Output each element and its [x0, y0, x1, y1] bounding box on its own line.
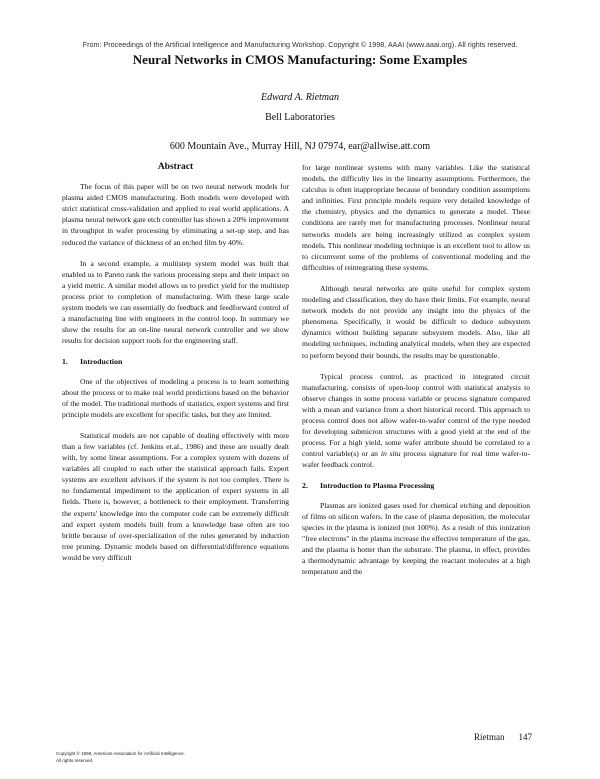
- proceedings-header-note: From: Proceedings of the Artificial Intelligence and Manufacturing Workshop. Copyright © 1998, AAAI (www.aaai.org). All rights reserved.: [82, 40, 518, 49]
- footer-copyright: [56, 750, 185, 764]
- section-2-title: Introduction to Plasma Processing: [320, 481, 435, 491]
- section-1-number: 1.: [62, 357, 68, 367]
- author-address: 600 Mountain Ave., Murray Hill, NJ 07974, ear@allwise.att.com: [169, 141, 431, 152]
- right-column: [302, 162, 530, 587]
- section-2-number: 2.: [302, 481, 308, 491]
- in-situ-italic: in situ: [380, 449, 401, 459]
- footer-copyright-line: Copyright © 1998, American Association for Artificial Intelligence.: [56, 751, 185, 756]
- left-column: [62, 162, 289, 573]
- footer-rights-line: All rights reserved.: [56, 758, 94, 763]
- page-number: 147: [518, 732, 532, 742]
- right-paragraph-3-start: Typical process control, as practiced in integrated circuit manufacturing, consists of open-loop control with statistical analysis to observe changes in some process variable or process signature compared with a mean and variance from a short historical record. This approach to process control does not allow wafer-to-wafer control of the type needed for developing submicron structures with a good yield at the end of the process. For a high yield, some wafer attribute should be correlated to a control variable(s) or an: [302, 371, 530, 459]
- right-paragraph-1: for large nonlinear systems with many variables. Like the statistical models, the difficulty lies in the linearity assumptions. Furthermore, the calculus is often inappropriate because of boundary condition assumptions and infinities. First principle models require very detailed knowledge of the chemistry, physics and the dynamics to generate a model. These conditions are rarely met for manufacturing processes. Nonlinear neural networks models are being increasingly utilized as complex system models. This nonlinear modeling technique is an excellent tool to allow us to circumvent some of the problems of conventional modeling and the difficulties of reintegrating these systems.: [302, 163, 530, 272]
- abstract-paragraph-1: The focus of this paper will be on two neural network models for plasma aided CMOS manufacturing. Both models were developed with strict statistical cross-validation and applied to real world applications. A plasma neural network gate etch controller has shown a 20% improvement in throughput in wafer processing by eliminating a set-up step, and has reduced the variance of thickness of an etched film by 40%.: [62, 182, 289, 247]
- right-paragraph-3-end: process signature for real time wafer-to-wafer feedback control.: [302, 449, 530, 470]
- abstract-heading: Abstract: [157, 162, 194, 172]
- paper-title: Neural Networks in CMOS Manufacturing: Some Examples: [132, 52, 468, 67]
- plasma-paragraph-1: Plasmas are ionized gases used for chemical etching and deposition of films on silicon wafers. In the case of plasma deposition, the molecular species in the plasma is ionized (not 100%). As a result of this ionization "free electrons" in the plasma increase the effective temperature of the gas, and the plasma is hotter than the substrate. The plasma, in effect, provides a thermodynamic advantage by keeping the reactant molecules at a high temperature and the: [302, 500, 530, 577]
- author-name: Edward A. Rietman: [260, 92, 340, 103]
- author-affiliation: Bell Laboratories: [265, 112, 335, 123]
- abstract-paragraph-2: In a second example, a multistep system model was built that enabled us to Pareto rank the various processing steps and their impact on a yield metric. A similar model allows us to predict yield for the multistep process prior to completion of manufacturing. With these large scale system models we can essentially do feedback and feedforward control of a manufacturing line with engineers in the control loop. In summary we show the results for an on-line neural network controller and we show results for decision support tools for the engineering staff.: [62, 258, 289, 346]
- running-author: Rietman: [474, 732, 505, 742]
- right-paragraph-3: [302, 371, 530, 471]
- section-1-title: Introduction: [80, 357, 123, 367]
- right-paragraph-2: Although neural networks are quite useful for complex system modeling and classification, they do have their limits. For example, neural network models do not provide any insight into the physics of the phenomena. Specifically, it would be difficult to deduce subsystem dynamics without building separate subsystem models. Also, like all modeling techniques, including analytical models, when they are expected to perform beyond their bounds, the results may be questionable.: [302, 283, 530, 360]
- section-1-heading: [62, 356, 289, 367]
- intro-paragraph-1: One of the objectives of modeling a process is to learn something about the process or to make real world predictions based on the behavior of the model. The traditional methods of statistics, expert systems and first principle models are excellent for specific tasks, but they are limited.: [62, 376, 289, 419]
- intro-paragraph-2: Statistical models are not capable of dealing effectively with more than a few variables (cf. Jenkins et.al., 1986) and these are usually dealt with, by some linear assumptions. For a complex system with dozens of variables all coupled to each other the statistical approach fails. Expert systems are excellent advisors if the system is not too complex. There is no fundamental impediment to the application of expert systems in all fields. There is, however, a bottleneck to their employment. Transferring the experts' knowledge into the computer code can be extremely difficult and expert system models built from a knowledge base often are too brittle because of over-specialization of the rules generated by induction tree pruning. Dynamic models based on differential/difference equations would be very difficult: [62, 430, 289, 562]
- section-2-heading: [302, 480, 530, 491]
- running-footer: [460, 732, 532, 742]
